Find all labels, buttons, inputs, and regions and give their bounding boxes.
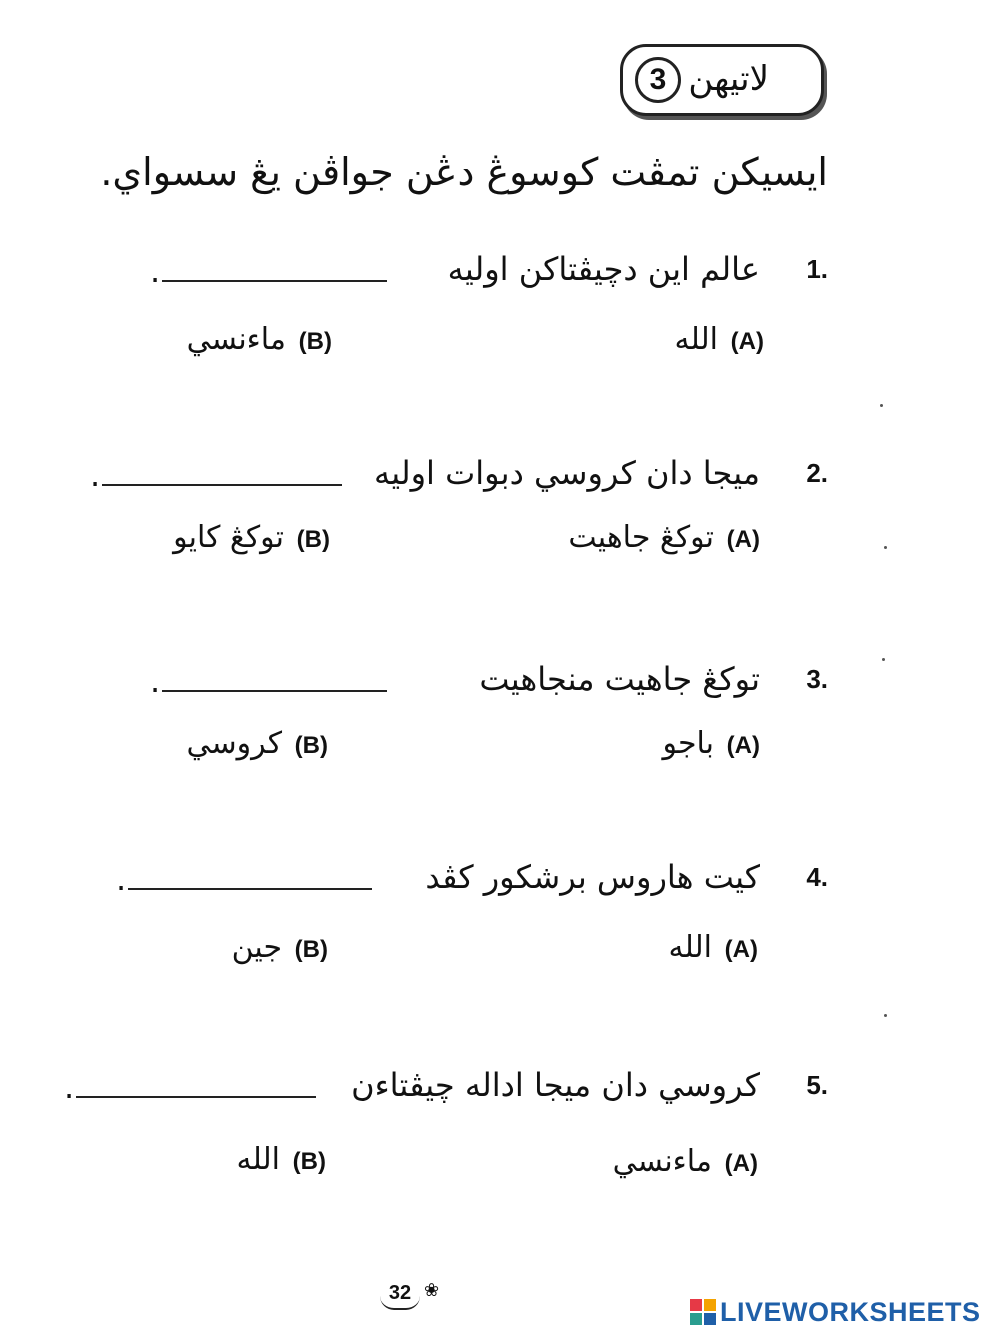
- logo-cell: [690, 1313, 702, 1325]
- option-text: ماءنسي: [612, 1144, 712, 1179]
- option-text: الله: [236, 1142, 280, 1177]
- scan-speck: [880, 404, 883, 407]
- question-number: 4.: [806, 862, 828, 892]
- option-text: توكڠ جاهيت: [568, 520, 714, 555]
- question-period: .: [64, 1068, 75, 1106]
- option-text: الله: [668, 930, 712, 965]
- liveworksheets-logo-icon: [690, 1299, 716, 1325]
- option-b[interactable]: [128, 932, 328, 972]
- question-text: كروسي دان ميجا اداله چيڤتاءن: [351, 1066, 760, 1104]
- option-text: باجو: [662, 726, 714, 761]
- option-text: جين: [231, 930, 282, 965]
- option-text: كروسي: [186, 726, 282, 761]
- option-b[interactable]: [132, 324, 332, 364]
- question-number: 1.: [806, 254, 828, 284]
- question-period: .: [150, 252, 161, 290]
- answer-blank[interactable]: [76, 1096, 316, 1098]
- option-letter: (A): [726, 732, 760, 759]
- logo-cell: [690, 1299, 702, 1311]
- option-a[interactable]: [564, 324, 764, 364]
- question-text: توكڠ جاهيت منجاهيت: [479, 660, 760, 698]
- option-b[interactable]: [128, 728, 328, 768]
- answer-blank[interactable]: [128, 888, 372, 890]
- exercise-number: 3: [635, 57, 681, 103]
- question-3: [120, 660, 828, 710]
- question-period: .: [90, 456, 101, 494]
- option-letter: (A): [724, 1150, 758, 1177]
- page-number: 32: [380, 1278, 420, 1310]
- option-letter: (A): [730, 328, 764, 355]
- option-letter: (B): [292, 1148, 326, 1175]
- question-number: 3.: [806, 664, 828, 694]
- question-text: ميجا دان كروسي دبوات اوليه: [374, 454, 760, 492]
- scan-speck: [882, 658, 885, 661]
- option-a[interactable]: [520, 522, 760, 562]
- option-letter: (B): [296, 526, 330, 553]
- option-text: توكڠ كايو: [173, 520, 284, 555]
- liveworksheets-watermark[interactable]: [690, 1296, 981, 1328]
- option-letter: (B): [298, 328, 332, 355]
- option-text: ماءنسي: [186, 322, 286, 357]
- answer-blank[interactable]: [162, 280, 387, 282]
- question-5: [64, 1066, 828, 1116]
- option-a[interactable]: [560, 728, 760, 768]
- question-number: 5.: [806, 1070, 828, 1100]
- option-letter: (B): [294, 936, 328, 963]
- answer-blank[interactable]: [162, 690, 387, 692]
- option-b[interactable]: [130, 522, 330, 562]
- page-ornament-icon: ❀: [424, 1280, 440, 1301]
- option-text: الله: [674, 322, 718, 357]
- exercise-badge: [620, 44, 824, 116]
- instruction-text: ايسيكن تمڤت كوسوڠ دڠن جواڤن يڠ سسواي.: [100, 150, 828, 194]
- option-letter: (A): [724, 936, 758, 963]
- question-period: .: [116, 860, 127, 898]
- logo-cell: [704, 1299, 716, 1311]
- question-2: [90, 454, 828, 504]
- scan-speck: [884, 1014, 887, 1017]
- question-text: عالم اين دچيڤتاكن اوليه: [447, 250, 760, 288]
- option-letter: (B): [294, 732, 328, 759]
- question-text: كيت هاروس برشكور كڤد: [425, 858, 760, 896]
- option-a[interactable]: [558, 932, 758, 972]
- option-b[interactable]: [126, 1144, 326, 1184]
- scan-speck: [884, 546, 887, 549]
- watermark-text: LIVEWORKSHEETS: [720, 1296, 981, 1327]
- question-period: .: [150, 662, 161, 700]
- question-number: 2.: [806, 458, 828, 488]
- option-letter: (A): [726, 526, 760, 553]
- logo-cell: [704, 1313, 716, 1325]
- question-4: [116, 858, 828, 908]
- exercise-title: لاتيهن: [688, 59, 769, 99]
- answer-blank[interactable]: [102, 484, 342, 486]
- option-a[interactable]: [538, 1146, 758, 1186]
- question-1: [120, 250, 828, 300]
